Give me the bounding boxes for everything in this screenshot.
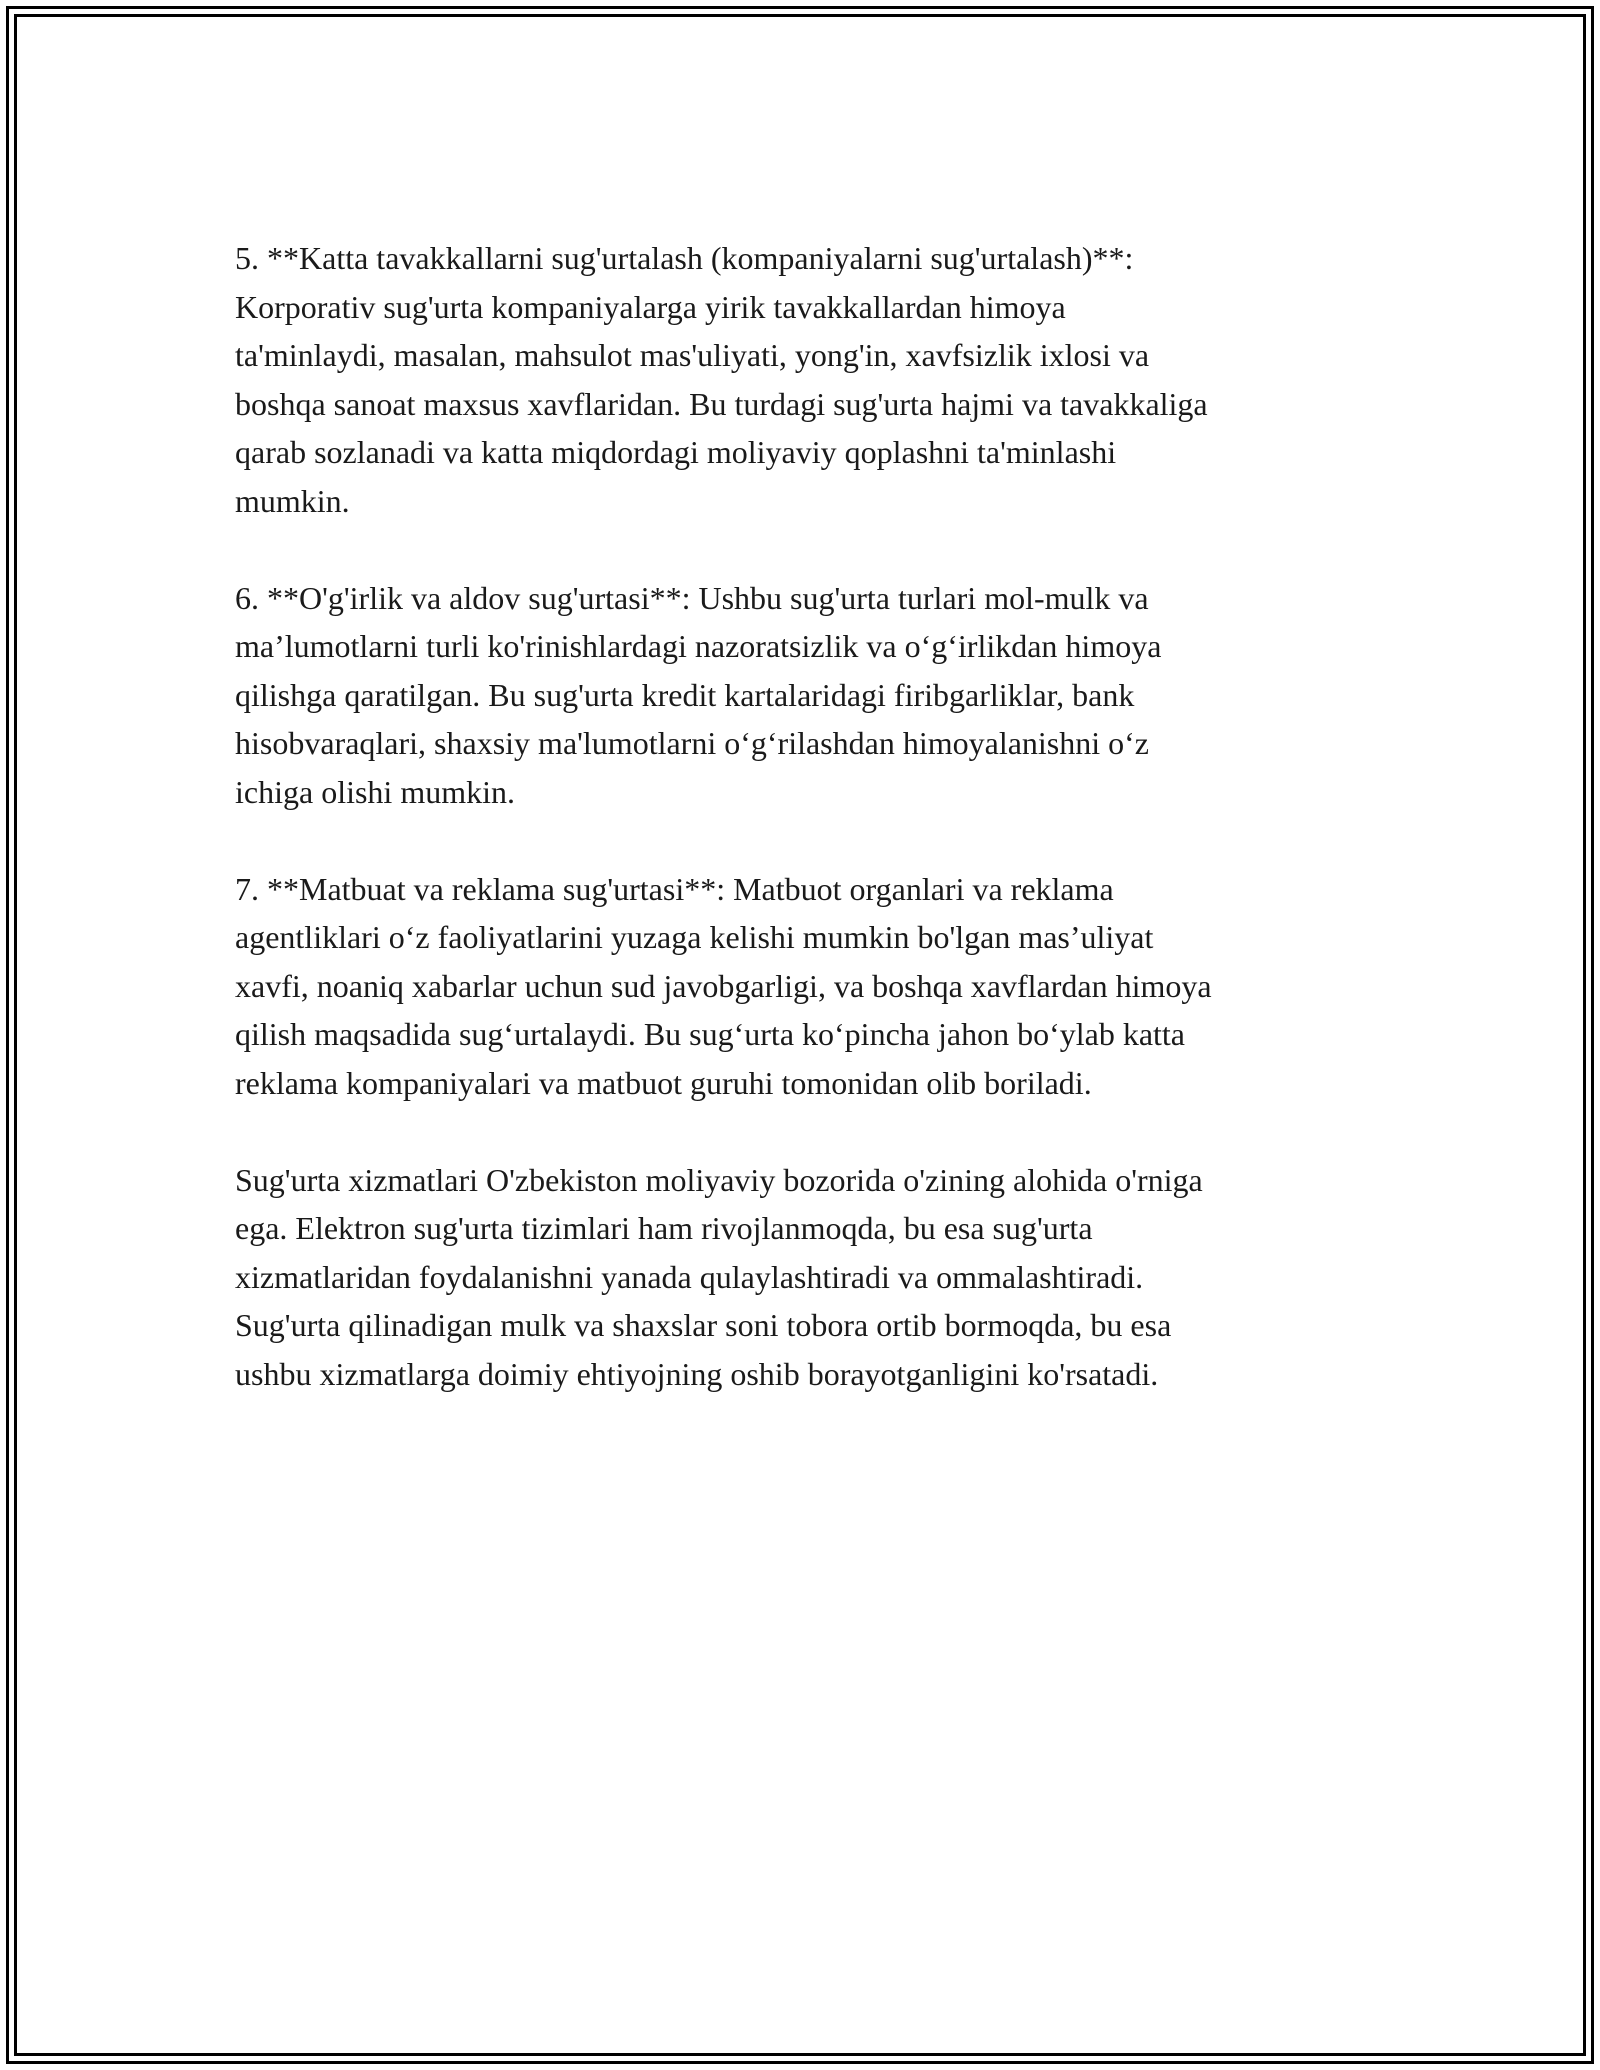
paragraph-conclusion: Sug'urta xizmatlari O'zbekiston moliyaviy bozorida o'zining alohida o'rniga ega. Elektron sug'urta tizimlari ham rivojlanmoqda, bu esa sug'urta xizmatlaridan foydalanishni yanada qulaylashtiradi va ommalashtiradi. Sug'urta qilinadigan mulk va shaxslar soni tobora ortib bormoqda, bu esa ushbu xizmatlarga doimiy ehtiyojning oshib borayotganligini ko'rsatadi.	[235, 1161, 1203, 1392]
paragraph-item-6: 6. **O'g'irlik va aldov sug'urtasi**: Ushbu sug'urta turlari mol-mulk va ma’lumotlarni turli ko'rinishlardagi nazoratsizlik va o‘g‘irlikdan himoya qilishga qaratilgan. Bu sug'urta kredit kartalaridagi firibgarliklar, bank hisobvaraqlari, shaxsiy ma'lumotlarni o‘g‘rilashdan himoyalanishni o‘z ichiga olishi mumkin.	[235, 579, 1162, 810]
paragraph-item-5: 5. **Katta tavakkallarni sug'urtalash (kompaniyalarni sug'urtalash)**: Korporativ sug'urta kompaniyalarga yirik tavakkallardan himoya ta'minlaydi, masalan, mahsulot mas'uliyati, yong'in, xavfsizlik ixlosi va boshqa sanoat maxsus xavflaridan. Bu turdagi sug'urta hajmi va tavakkaliga qarab sozlanadi va katta miqdordagi moliyaviy qoplashni ta'minlashi mumkin.	[235, 240, 1208, 519]
document-body	[235, 234, 1365, 1447]
paragraph-item-7: 7. **Matbuat va reklama sug'urtasi**: Matbuot organlari va reklama agentliklari o‘z faoliyatlarini yuzaga kelishi mumkin bo'lgan mas’uliyat xavfi, noaniq xabarlar uchun sud javobgarligi, va boshqa xavflardan himoya qilish maqsadida sug‘urtalaydi. Bu sug‘urta ko‘pincha jahon bo‘ylab katta reklama kompaniyalari va matbuot guruhi tomonidan olib boriladi.	[235, 870, 1212, 1101]
